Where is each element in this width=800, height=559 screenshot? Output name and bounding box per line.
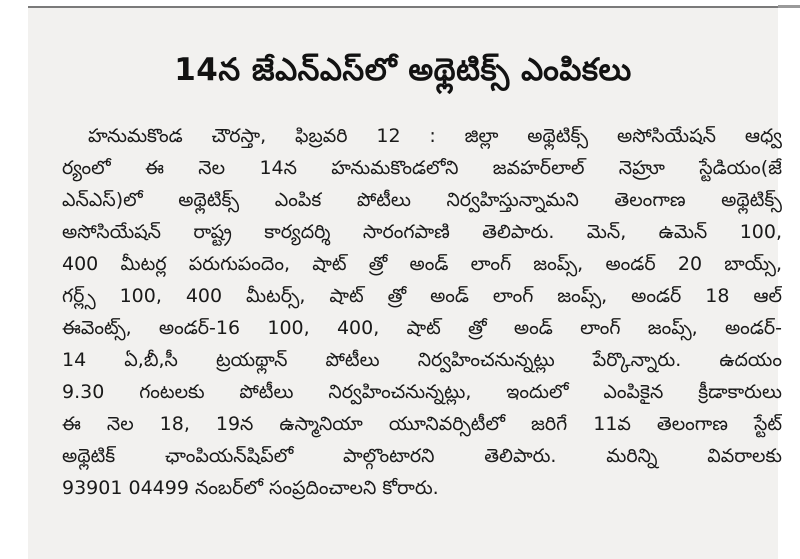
- article-line-9: 9.30 గంటలకు పోటీలు నిర్వహించనున్నట్లు, ఇందులో ఎంపికైన క్రీడాకారులు: [62, 381, 782, 403]
- article-line-4: అసోసియేషన్ రాష్ట్ర కార్యదర్శి సారంగపాణి తెలిపారు. మెన్, ఉమెన్ 100,: [62, 221, 782, 243]
- article-line-12: 93901 04499 నంబర్‌లో సంప్రదించాలని కోరారు.: [62, 477, 439, 499]
- article-line-6: గర్ల్స్ 100, 400 మీటర్స్, షాట్ త్రో అండ్ లాంగ్ జంప్స్, అండర్ 18 ఆల్: [62, 285, 782, 307]
- article-line-10: ఈ నెల 18, 19న ఉస్మానియా యూనివర్సిటీలో జరిగే 11వ తెలంగాణ స్టేట్: [62, 413, 782, 435]
- article-line-5: 400 మీటర్ల పరుగుపందెం, షాట్ త్రో అండ్ లాంగ్ జంప్స్, అండర్ 20 బాయ్స్,: [62, 253, 782, 275]
- article-clipping: [28, 8, 782, 559]
- article-line-11: అథ్లెటిక్ ఛాంపియన్‌షిప్‌లో పాల్గొంటారని తెలిపారు. మరిన్ని వివరాలకు: [62, 445, 782, 467]
- article-line-2: ర్యంలో ఈ నెల 14న హనుమకొండలోని జవహర్‌లాల్ నెహ్రూ స్టేడియం(జే: [62, 157, 782, 179]
- article-headline: 14న జేఎన్ఎస్‌లో అథ్లెటిక్స్ ఎంపికలు: [174, 52, 632, 88]
- top-divider-edge: [778, 5, 800, 8]
- article-line-3: ఎన్ఎస్)లో అథ్లెటిక్స్ ఎంపిక పోటీలు నిర్వహిస్తున్నామని తెలంగాణ అథ్లెటిక్స్: [62, 189, 782, 211]
- article-line-7: ఈవెంట్స్, అండర్-16 100, 400, షాట్ త్రో అండ్ లాంగ్ జంప్స్, అండర్-: [62, 317, 782, 339]
- article-body: [62, 120, 782, 504]
- article-line-8: 14 ఏ,బీ,సీ ట్రయథ్లాన్ పోటీలు నిర్వహించనున్నట్లు పేర్కొన్నారు. ఉదయం: [62, 349, 782, 371]
- article-line-1: హనుమకొండ చౌరస్తా, ఫిబ్రవరి 12 : జిల్లా అథ్లెటిక్స్ అసోసియేషన్ ఆధ్వ: [88, 125, 782, 147]
